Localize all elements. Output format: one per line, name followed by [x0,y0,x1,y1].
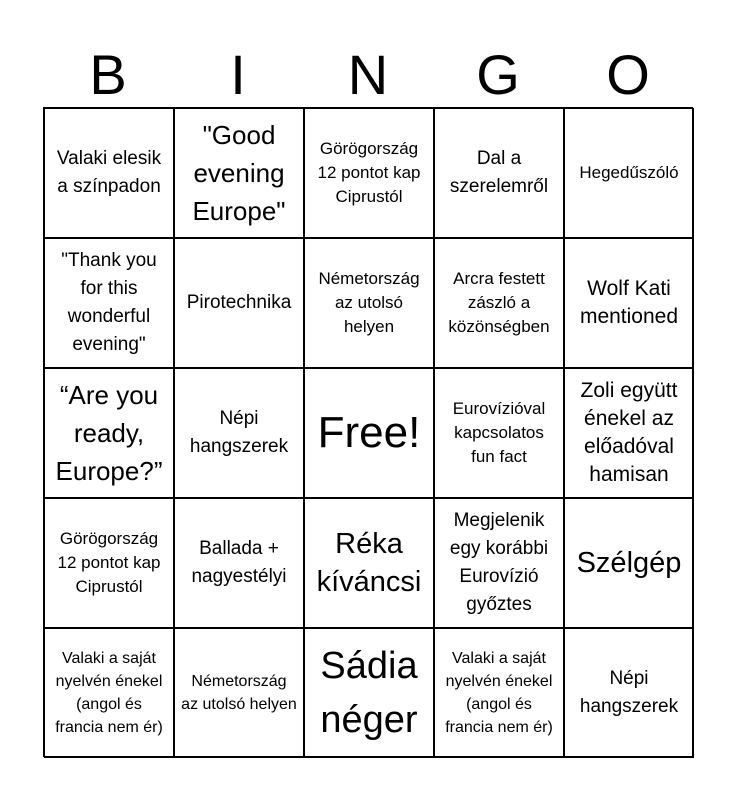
bingo-cell[interactable] [434,108,564,238]
bingo-cell-text: “Are you ready, Europe?” [55,380,163,486]
bingo-cell[interactable] [434,238,564,368]
bingo-cell[interactable] [434,498,564,628]
bingo-cell[interactable] [304,238,434,368]
bingo-cell-text: Pirotechnika [186,292,292,313]
free-space-text: Free! [317,408,421,457]
bingo-cell-text: Szélgép [576,547,682,579]
bingo-card [43,107,693,757]
bingo-cell[interactable] [564,498,694,628]
free-space[interactable] [304,368,434,498]
bingo-cell[interactable] [174,368,304,498]
bingo-header [43,40,693,110]
bingo-cell[interactable] [564,368,694,498]
bingo-cell-text: "Good evening Europe" [192,120,286,226]
bingo-cell[interactable] [44,108,174,238]
header-letter-i: I [230,43,246,106]
bingo-cell[interactable] [44,238,174,368]
bingo-cell[interactable] [434,628,564,758]
bingo-cell[interactable] [304,628,434,758]
header-letter-n: N [347,43,389,106]
bingo-cell[interactable] [174,628,304,758]
bingo-cell[interactable] [434,368,564,498]
bingo-cell-text: Valaki a saját nyelvén énekel (angol és francia nem ér) [55,650,163,736]
bingo-cell-text: Eurovízióval kapcsolatos fun fact [452,399,546,466]
bingo-cell-text: Zoli együtt énekel az előadóval hamisan [580,379,678,486]
bingo-cell[interactable] [304,108,434,238]
bingo-cell[interactable] [304,498,434,628]
bingo-cell-text: Arcra festett zászló a közönségben [448,269,550,336]
bingo-cell[interactable] [564,108,694,238]
bingo-cell[interactable] [564,628,694,758]
bingo-cell[interactable] [44,368,174,498]
bingo-cell-text: Görögország 12 pontot kap Ciprustól [317,139,421,206]
header-letter-b: B [89,43,127,106]
header-letter-o: O [606,43,650,106]
header-letter-g: G [476,43,520,106]
bingo-cell-text: Wolf Kati mentioned [579,277,679,328]
bingo-cell[interactable] [564,238,694,368]
bingo-cell-text: Megjelenik egy korábbi Eurovízió győztes [449,510,549,615]
bingo-cell-text: Valaki elesik a színpadon [56,148,162,197]
bingo-cell-text: Németország az utolsó helyen [318,269,420,336]
bingo-cell[interactable] [174,498,304,628]
bingo-cell-text: Sádia néger [320,645,418,741]
bingo-cell-text: Ballada + nagyestélyi [191,538,287,587]
bingo-cell[interactable] [44,628,174,758]
bingo-cell-text: Népi hangszerek [189,408,289,457]
bingo-cell-text: Népi hangszerek [579,668,679,717]
bingo-cell-text: Németország az utolsó helyen [181,673,297,713]
bingo-cell-text: Réka kíváncsi [316,528,422,598]
bingo-cell[interactable] [174,238,304,368]
bingo-cell-text: Görögország 12 pontot kap Ciprustól [57,529,161,596]
bingo-cell[interactable] [174,108,304,238]
bingo-cell[interactable] [44,498,174,628]
bingo-cell-text: Hegedűszóló [579,163,679,182]
bingo-cell-text: Valaki a saját nyelvén énekel (angol és francia nem ér) [445,650,553,736]
bingo-cell-text: "Thank you for this wonderful evening" [61,250,157,355]
bingo-cell-text: Dal a szerelemről [449,148,549,197]
